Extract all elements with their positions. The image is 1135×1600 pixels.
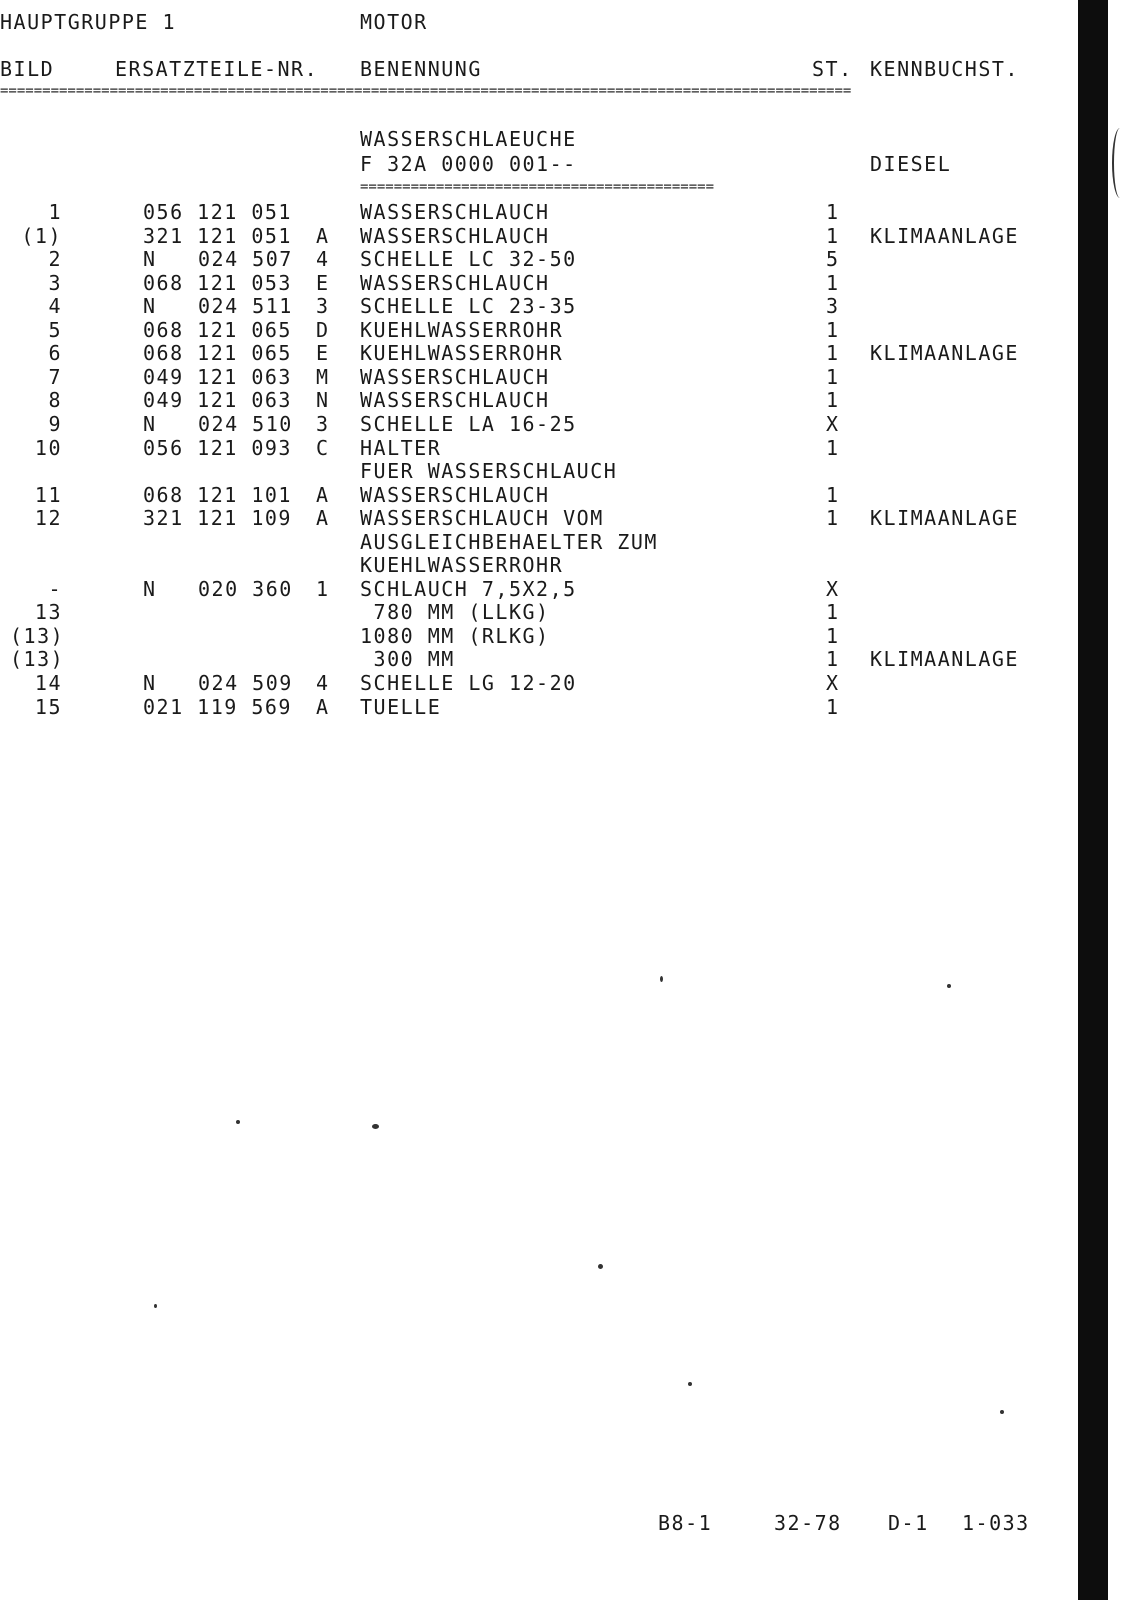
section-spec-code: DIESEL: [870, 152, 952, 176]
row-code: KLIMAANLAGE: [870, 647, 1019, 671]
row-qty: 5: [826, 247, 840, 271]
table-row: [0, 671, 1070, 695]
row-bild: 13: [34, 600, 62, 624]
row-name: FUER WASSERSCHLAUCH: [360, 459, 618, 483]
row-bild: 14: [34, 671, 62, 695]
row-qty: 1: [826, 318, 840, 342]
footer-page: 1-033: [962, 1511, 1030, 1535]
row-name: SCHLAUCH 7,5X2,5: [360, 577, 577, 601]
row-name: HALTER: [360, 436, 442, 460]
table-row: [0, 318, 1070, 342]
table-row: [0, 577, 1070, 601]
row-part-number: 024 510: [198, 412, 293, 436]
table-row: [0, 459, 1070, 483]
row-part-number: 321 121 051: [143, 224, 292, 248]
table-row: [0, 624, 1070, 648]
table-row: [0, 553, 1070, 577]
row-name: WASSERSCHLAUCH: [360, 388, 550, 412]
table-row: [0, 247, 1070, 271]
row-part-number: 056 121 051: [143, 200, 292, 224]
row-part-suffix: 3: [316, 412, 330, 436]
table-row: [0, 600, 1070, 624]
row-name: KUEHLWASSERROHR: [360, 553, 564, 577]
row-qty: 1: [826, 624, 840, 648]
row-part-number: 056 121 093: [143, 436, 292, 460]
row-qty: X: [826, 412, 840, 436]
row-part-number: 024 509: [198, 671, 293, 695]
row-bild: -: [48, 577, 62, 601]
row-part-number: 068 121 065: [143, 318, 292, 342]
row-qty: 1: [826, 200, 840, 224]
row-qty: X: [826, 671, 840, 695]
scan-speck: [947, 984, 951, 988]
group-label: HAUPTGRUPPE 1: [0, 10, 177, 34]
row-code: KLIMAANLAGE: [870, 341, 1019, 365]
row-bild: (13): [10, 624, 65, 648]
row-qty: 1: [826, 365, 840, 389]
row-name: AUSGLEICHBEHAELTER ZUM: [360, 530, 658, 554]
row-name: KUEHLWASSERROHR: [360, 341, 564, 365]
row-part-suffix: A: [316, 483, 330, 507]
row-qty: 1: [826, 436, 840, 460]
row-qty: 1: [826, 341, 840, 365]
row-name: SCHELLE LC 23-35: [360, 294, 577, 318]
row-part-suffix: N: [316, 388, 330, 412]
row-part-number: 024 511: [198, 294, 293, 318]
footer-date: 32-78: [774, 1511, 842, 1535]
row-qty: 1: [826, 506, 840, 530]
row-name: 780 MM (LLKG): [360, 600, 550, 624]
row-name: WASSERSCHLAUCH: [360, 483, 550, 507]
table-row: [0, 695, 1070, 719]
row-name: TUELLE: [360, 695, 442, 719]
table-row: [0, 647, 1070, 671]
margin-bracket-mark: [1112, 128, 1128, 198]
row-bild: 4: [48, 294, 62, 318]
row-part-suffix: A: [316, 695, 330, 719]
table-row: [0, 530, 1070, 554]
row-qty: 1: [826, 483, 840, 507]
row-name: 300 MM: [360, 647, 455, 671]
row-qty: 1: [826, 224, 840, 248]
footer-ref: B8-1: [658, 1511, 713, 1535]
row-code: KLIMAANLAGE: [870, 506, 1019, 530]
table-row: [0, 388, 1070, 412]
row-part-number: 049 121 063: [143, 365, 292, 389]
row-part-suffix: A: [316, 506, 330, 530]
row-code: KLIMAANLAGE: [870, 224, 1019, 248]
scan-edge-bar: [1078, 0, 1108, 1600]
row-name: SCHELLE LA 16-25: [360, 412, 577, 436]
table-row: [0, 506, 1070, 530]
row-part-prefix: N: [143, 577, 157, 601]
row-part-suffix: C: [316, 436, 330, 460]
row-name: WASSERSCHLAUCH: [360, 200, 550, 224]
row-qty: 3: [826, 294, 840, 318]
table-row: [0, 436, 1070, 460]
row-part-suffix: 3: [316, 294, 330, 318]
row-part-suffix: E: [316, 271, 330, 295]
section-title: WASSERSCHLAEUCHE: [360, 127, 577, 151]
row-name: SCHELLE LG 12-20: [360, 671, 577, 695]
row-name: SCHELLE LC 32-50: [360, 247, 577, 271]
row-name: WASSERSCHLAUCH: [360, 365, 550, 389]
scan-speck: [372, 1124, 379, 1129]
scan-speck: [598, 1264, 603, 1269]
row-name: KUEHLWASSERROHR: [360, 318, 564, 342]
table-row: [0, 294, 1070, 318]
row-bild: (13): [10, 647, 65, 671]
row-bild: 12: [34, 506, 62, 530]
table-row: [0, 271, 1070, 295]
table-row: [0, 365, 1070, 389]
row-part-suffix: E: [316, 341, 330, 365]
section-separator: ==========================================: [360, 180, 715, 194]
scan-right-margin: [1108, 0, 1135, 1600]
row-bild: 8: [48, 388, 62, 412]
table-row: [0, 483, 1070, 507]
row-bild: 15: [34, 695, 62, 719]
row-part-number: 020 360: [198, 577, 293, 601]
row-bild: 2: [48, 247, 62, 271]
row-part-number: 068 121 065: [143, 341, 292, 365]
scan-speck: [236, 1120, 240, 1124]
table-row: [0, 200, 1070, 224]
section-spec: F 32A 0000 001--: [360, 152, 577, 176]
row-qty: 1: [826, 695, 840, 719]
col-code-header: KENNBUCHST.: [870, 57, 1019, 81]
row-name: WASSERSCHLAUCH: [360, 271, 550, 295]
row-part-number: 021 119 569: [143, 695, 292, 719]
row-bild: 11: [34, 483, 62, 507]
row-qty: 1: [826, 271, 840, 295]
row-part-suffix: 4: [316, 671, 330, 695]
footer-sheet: D-1: [888, 1511, 929, 1535]
row-bild: 10: [34, 436, 62, 460]
row-bild: 9: [48, 412, 62, 436]
header-separator: =====================================================================================================: [0, 84, 852, 98]
row-name: WASSERSCHLAUCH: [360, 224, 550, 248]
row-bild: 1: [48, 200, 62, 224]
row-part-number: 049 121 063: [143, 388, 292, 412]
col-name-header: BENENNUNG: [360, 57, 482, 81]
row-part-prefix: N: [143, 247, 157, 271]
scan-speck: [660, 976, 663, 982]
row-qty: 1: [826, 388, 840, 412]
col-bild-header: BILD: [0, 57, 55, 81]
row-part-number: 321 121 109: [143, 506, 292, 530]
row-part-suffix: M: [316, 365, 330, 389]
row-qty: 1: [826, 647, 840, 671]
col-qty-header: ST.: [812, 57, 853, 81]
row-part-suffix: 4: [316, 247, 330, 271]
scan-speck: [154, 1304, 157, 1308]
table-row: [0, 224, 1070, 248]
row-part-prefix: N: [143, 294, 157, 318]
row-part-suffix: D: [316, 318, 330, 342]
row-bild: 3: [48, 271, 62, 295]
row-bild: 7: [48, 365, 62, 389]
row-part-suffix: 1: [316, 577, 330, 601]
row-name: 1080 MM (RLKG): [360, 624, 550, 648]
row-part-prefix: N: [143, 671, 157, 695]
row-part-number: 024 507: [198, 247, 293, 271]
row-part-number: 068 121 101: [143, 483, 292, 507]
row-part-suffix: A: [316, 224, 330, 248]
row-bild: 5: [48, 318, 62, 342]
row-qty: X: [826, 577, 840, 601]
row-bild: 6: [48, 341, 62, 365]
row-name: WASSERSCHLAUCH VOM: [360, 506, 604, 530]
row-part-prefix: N: [143, 412, 157, 436]
col-part-no-header: ERSATZTEILE-NR.: [115, 57, 319, 81]
scan-speck: [1000, 1410, 1004, 1414]
row-bild: (1): [21, 224, 62, 248]
table-row: [0, 412, 1070, 436]
scan-speck: [688, 1382, 692, 1386]
table-row: [0, 341, 1070, 365]
row-qty: 1: [826, 600, 840, 624]
group-name: MOTOR: [360, 10, 428, 34]
row-part-number: 068 121 053: [143, 271, 292, 295]
